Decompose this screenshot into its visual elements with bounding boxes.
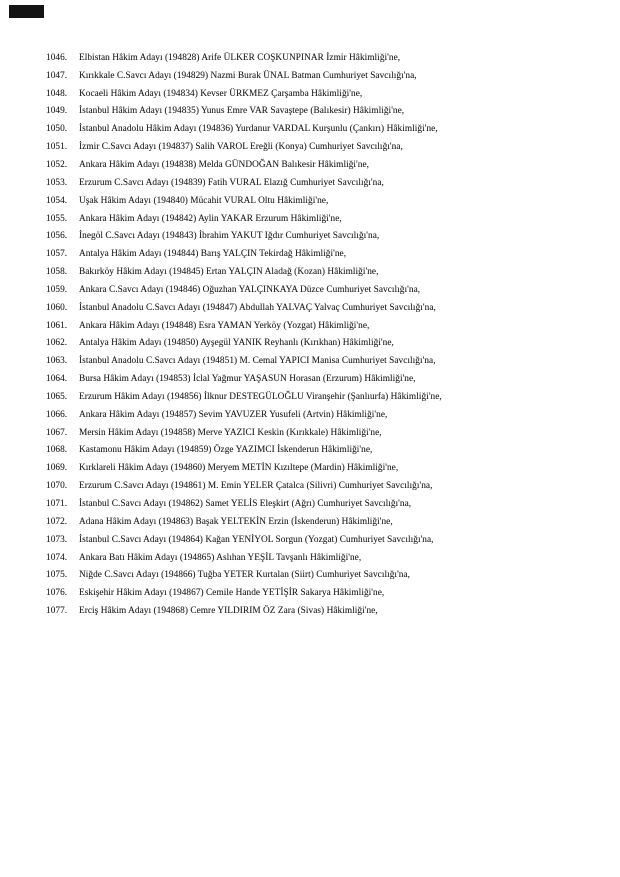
entry-text: Kırklareli Hâkim Adayı (194860) Meryem METİN Kızıltepe (Mardin) Hâkimliği'ne, — [79, 463, 399, 474]
entry-text: Bursa Hâkim Adayı (194853) İclal Yağmur YAŞASUN Horasan (Erzurum) Hâkimliği'ne, — [79, 374, 416, 385]
entry-number: 1056. — [46, 231, 68, 242]
entry-text: Kocaeli Hâkim Adayı (194834) Kevser ÜRKMEZ Çarşamba Hâkimliği'ne, — [79, 88, 363, 99]
entry-text: Ankara Batı Hâkim Adayı (194865) Aslıhan YEŞİL Tavşanlı Hâkimliği'ne, — [79, 552, 362, 563]
list-item — [46, 495, 620, 513]
list-item — [46, 584, 620, 602]
list-item — [46, 103, 620, 121]
list-item — [46, 549, 620, 567]
scan-artifact-mark — [9, 5, 44, 18]
entry-text: Niğde C.Savcı Adayı (194866) Tuğba YETER Kurtalan (Siirt) Cumhuriyet Savcılığı'na, — [79, 570, 411, 581]
entry-number: 1071. — [46, 499, 68, 510]
entry-number: 1073. — [46, 534, 68, 545]
list-item — [46, 192, 620, 210]
entry-text: Ankara C.Savcı Adayı (194846) Oğuzhan YALÇINKAYA Düzce Cumhuriyet Savcılığı'na, — [79, 284, 421, 295]
list-item — [46, 138, 620, 156]
list-item — [46, 120, 620, 138]
entry-number: 1051. — [46, 142, 68, 153]
entry-number: 1048. — [46, 88, 68, 99]
entry-number: 1064. — [46, 374, 68, 385]
list-item — [46, 459, 620, 477]
list-item — [46, 335, 620, 353]
list-item — [46, 477, 620, 495]
entry-number: 1061. — [46, 320, 68, 331]
entry-text: İstanbul C.Savcı Adayı (194864) Kağan YENİYOL Sorgun (Yozgat) Cumhuriyet Savcılığı'na, — [79, 534, 434, 545]
entry-number: 1058. — [46, 267, 68, 278]
entry-text: Adana Hâkim Adayı (194863) Başak YELTEKİN Erzin (İskenderun) Hâkimliği'ne, — [79, 516, 393, 527]
candidate-list — [0, 49, 620, 620]
entry-number: 1076. — [46, 588, 68, 599]
entry-text: Erzurum Hâkim Adayı (194856) İlknur DESTEGÜLOĞLU Viranşehir (Şanlıurfa) Hâkimliği'ne, — [79, 391, 442, 402]
entry-text: Mersin Hâkim Adayı (194858) Merve YAZICI Keskin (Kırıkkale) Hâkimliği'ne, — [79, 427, 382, 438]
entry-number: 1063. — [46, 356, 68, 367]
list-item — [46, 227, 620, 245]
entry-text: Antalya Hâkim Adayı (194844) Barış YALÇIN Tekirdağ Hâkimliği'ne, — [79, 249, 347, 260]
entry-text: İstanbul Anadolu C.Savcı Adayı (194851) M. Cemal YAPICI Manisa Cumhuriyet Savcılığı'na, — [79, 356, 436, 367]
entry-text: Erzurum C.Savcı Adayı (194861) M. Emin YELER Çatalca (Silivri) Cumhuriyet Savcılığı'na, — [79, 481, 433, 492]
entry-number: 1047. — [46, 70, 68, 81]
list-item — [46, 85, 620, 103]
entry-number: 1077. — [46, 606, 68, 617]
entry-text: Ankara Hâkim Adayı (194838) Melda GÜNDOĞAN Balıkesir Hâkimliği'ne, — [79, 159, 370, 170]
list-item — [46, 317, 620, 335]
list-item — [46, 566, 620, 584]
entry-number: 1046. — [46, 52, 68, 63]
entry-text: İzmir C.Savcı Adayı (194837) Salih VAROL Ereğli (Konya) Cumhuriyet Savcılığı'na, — [79, 142, 403, 153]
entry-text: İstanbul Hâkim Adayı (194835) Yunus Emre VAR Savaştepe (Balıkesir) Hâkimliği'ne, — [79, 106, 405, 117]
list-item — [46, 352, 620, 370]
entry-text: Eskişehir Hâkim Adayı (194867) Cemile Hande YETİŞİR Sakarya Hâkimliği'ne, — [79, 588, 385, 599]
entry-number: 1074. — [46, 552, 68, 563]
entry-number: 1075. — [46, 570, 68, 581]
entry-text: İnegöl C.Savcı Adayı (194843) İbrahim YAKUT Iğdır Cumhuriyet Savcılığı'na, — [79, 231, 380, 242]
entry-text: İstanbul Anadolu Hâkim Adayı (194836) Yurdanur VARDAL Kurşunlu (Çankırı) Hâkimliği'ne, — [79, 124, 438, 135]
entry-number: 1066. — [46, 409, 68, 420]
entry-text: Elbistan Hâkim Adayı (194828) Arife ÜLKER COŞKUNPINAR İzmir Hâkimliği'ne, — [79, 52, 401, 63]
entry-number: 1068. — [46, 445, 68, 456]
list-item — [46, 370, 620, 388]
entry-number: 1052. — [46, 159, 68, 170]
list-item — [46, 263, 620, 281]
entry-number: 1069. — [46, 463, 68, 474]
entry-text: Ankara Hâkim Adayı (194842) Aylin YAKAR Erzurum Hâkimliği'ne, — [79, 213, 342, 224]
list-item — [46, 49, 620, 67]
entry-text: Bakırköy Hâkim Adayı (194845) Ertan YALÇIN Aladağ (Kozan) Hâkimliği'ne, — [79, 267, 379, 278]
list-item — [46, 406, 620, 424]
list-item — [46, 281, 620, 299]
list-item — [46, 67, 620, 85]
list-item — [46, 156, 620, 174]
list-item — [46, 513, 620, 531]
entry-number: 1070. — [46, 481, 68, 492]
entry-text: İstanbul C.Savcı Adayı (194862) Samet YELİS Eleşkirt (Ağrı) Cumhuriyet Savcılığı'na, — [79, 499, 412, 510]
list-item — [46, 245, 620, 263]
entry-number: 1054. — [46, 195, 68, 206]
list-item — [46, 531, 620, 549]
entry-number: 1060. — [46, 302, 68, 313]
list-item — [46, 174, 620, 192]
list-item — [46, 602, 620, 620]
entry-text: Uşak Hâkim Adayı (194840) Mücahit VURAL Oltu Hâkimliği'ne, — [79, 195, 329, 206]
entry-number: 1050. — [46, 124, 68, 135]
entry-number: 1057. — [46, 249, 68, 260]
entry-text: Antalya Hâkim Adayı (194850) Ayşegül YANIK Reyhanlı (Kırıkhan) Hâkimliği'ne, — [79, 338, 394, 349]
entry-number: 1072. — [46, 516, 68, 527]
list-item — [46, 210, 620, 228]
entry-text: Ankara Hâkim Adayı (194857) Sevim YAVUZER Yusufeli (Artvin) Hâkimliği'ne, — [79, 409, 388, 420]
entry-number: 1059. — [46, 284, 68, 295]
entry-text: Ankara Hâkim Adayı (194848) Esra YAMAN Yerköy (Yozgat) Hâkimliği'ne, — [79, 320, 370, 331]
entry-number: 1065. — [46, 391, 68, 402]
entry-number: 1049. — [46, 106, 68, 117]
entry-number: 1067. — [46, 427, 68, 438]
entry-number: 1053. — [46, 177, 68, 188]
entry-text: İstanbul Anadolu C.Savcı Adayı (194847) Abdullah YALVAÇ Yalvaç Cumhuriyet Savcılığı'na, — [79, 302, 436, 313]
entry-number: 1062. — [46, 338, 68, 349]
list-item — [46, 388, 620, 406]
list-item — [46, 299, 620, 317]
entry-text: Kastamonu Hâkim Adayı (194859) Özge YAZIMCI İskenderun Hâkimliği'ne, — [79, 445, 373, 456]
list-item — [46, 424, 620, 442]
list-item — [46, 442, 620, 460]
entry-text: Erzurum C.Savcı Adayı (194839) Fatih VURAL Elazığ Cumhuriyet Savcılığı'na, — [79, 177, 384, 188]
entry-text: Erciş Hâkim Adayı (194868) Cemre YILDIRIM ÖZ Zara (Sivas) Hâkimliği'ne, — [79, 606, 378, 617]
entry-text: Kırıkkale C.Savcı Adayı (194829) Nazmi Burak ÜNAL Batman Cumhuriyet Savcılığı'na, — [79, 70, 417, 81]
entry-number: 1055. — [46, 213, 68, 224]
